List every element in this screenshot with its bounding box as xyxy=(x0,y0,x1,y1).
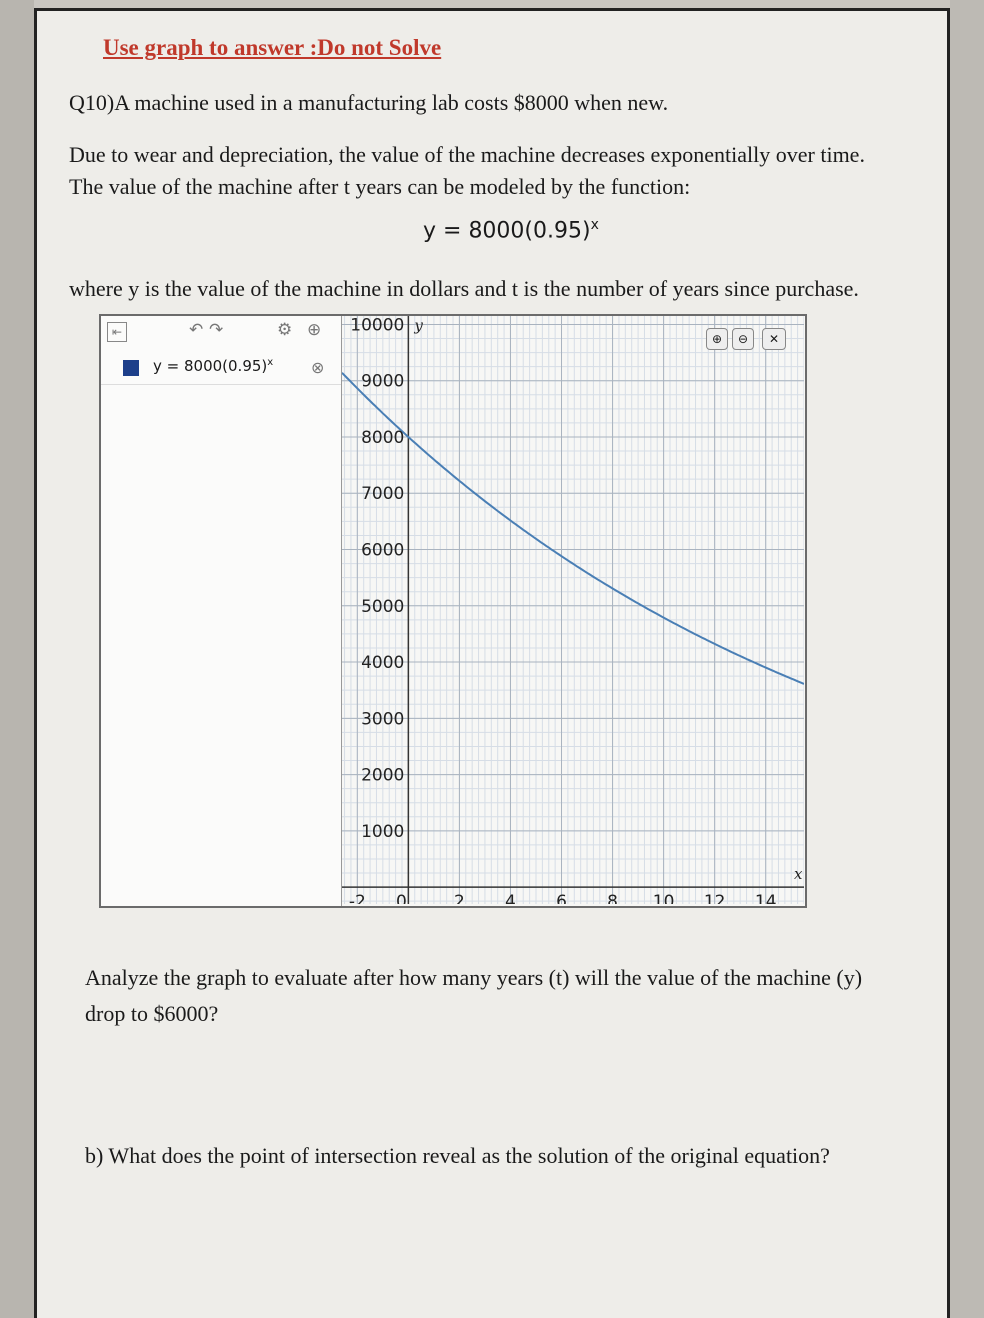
y-axis-label: y xyxy=(414,316,423,335)
question-line-2: Due to wear and depreciation, the value of the machine decreases exponentially over time. xyxy=(69,142,865,167)
settings-wrench-icon[interactable]: ✕ xyxy=(762,328,786,350)
x-tick-label: 4 xyxy=(505,892,516,904)
x-tick-labels xyxy=(349,892,777,904)
graph-svg[interactable] xyxy=(342,316,804,904)
question-intro: Q10)A machine used in a manufacturing lab costs $8000 when new. xyxy=(69,90,669,115)
zoom-in-icon[interactable]: ⊕ xyxy=(706,328,728,350)
exponential-curve xyxy=(342,373,804,684)
expression-base: y = 8000(0.95) xyxy=(153,357,268,375)
expression-row[interactable] xyxy=(101,352,341,385)
x-tick-label: 10 xyxy=(652,892,675,904)
equation-base: y = 8000(0.95) xyxy=(423,218,591,244)
minor-grid xyxy=(342,316,804,904)
y-tick-label: 5000 xyxy=(361,596,405,617)
y-tick-label: 8000 xyxy=(361,427,405,448)
delete-expression-icon[interactable]: ⊗ xyxy=(311,358,325,377)
y-tick-label: 1000 xyxy=(361,821,405,842)
expression-panel xyxy=(101,316,341,906)
axes xyxy=(342,316,804,904)
zoom-out-icon[interactable]: ⊖ xyxy=(732,328,754,350)
x-tick-label: 2 xyxy=(454,892,465,904)
x-tick-label: 6 xyxy=(556,892,567,904)
zoom-controls xyxy=(706,328,786,350)
prompt-a-line-1: Analyze the graph to evaluate after how many years (t) will the value of the machine (y) xyxy=(85,965,863,990)
question-line-3: The value of the machine after t years can be modeled by the function: xyxy=(69,174,691,199)
graph-canvas[interactable] xyxy=(341,316,806,906)
color-swatch-icon[interactable] xyxy=(123,360,139,376)
expression-exponent: x xyxy=(267,357,274,368)
collapse-panel-icon[interactable]: ⇤ xyxy=(107,322,127,342)
expression-text[interactable] xyxy=(153,357,273,375)
y-tick-label: 9000 xyxy=(361,371,405,392)
x-tick-label: -2 xyxy=(348,892,366,904)
y-tick-label: 6000 xyxy=(361,540,405,561)
settings-gear-icon[interactable]: ⚙ xyxy=(277,320,293,340)
add-expression-icon[interactable]: ⊕ xyxy=(307,320,322,340)
y-tick-label: 7000 xyxy=(361,484,405,505)
function-curve xyxy=(342,373,804,684)
page-title: Use graph to answer :Do not Solve xyxy=(103,35,442,60)
equation-exponent: x xyxy=(590,217,599,233)
equation xyxy=(423,217,599,243)
redo-icon[interactable]: ↷ xyxy=(209,320,224,340)
graphing-calculator xyxy=(99,314,807,908)
undo-icon[interactable]: ↶ xyxy=(189,320,204,340)
x-tick-label: 14 xyxy=(754,892,777,904)
question-line-4: where y is the value of the machine in dollars and t is the number of years since purchase. xyxy=(69,276,859,301)
y-tick-label: 4000 xyxy=(361,653,405,674)
y-tick-label: 3000 xyxy=(361,709,405,730)
x-axis-label: x xyxy=(794,865,803,884)
y-tick-label: 2000 xyxy=(361,765,405,786)
worksheet-page xyxy=(34,8,950,1318)
x-tick-label: 12 xyxy=(703,892,726,904)
photo-edge-right xyxy=(950,0,984,1318)
major-grid xyxy=(342,316,804,904)
y-tick-label: 10000 xyxy=(350,316,405,336)
prompt-b: b) What does the point of intersection reveal as the solution of the original equation? xyxy=(85,1143,830,1168)
expression-toolbar xyxy=(101,316,341,350)
prompt-a-line-2: drop to $6000? xyxy=(85,1001,219,1026)
x-tick-label: 0 xyxy=(395,892,407,904)
photo-edge-left xyxy=(0,0,34,1318)
x-tick-label: 8 xyxy=(607,892,618,904)
